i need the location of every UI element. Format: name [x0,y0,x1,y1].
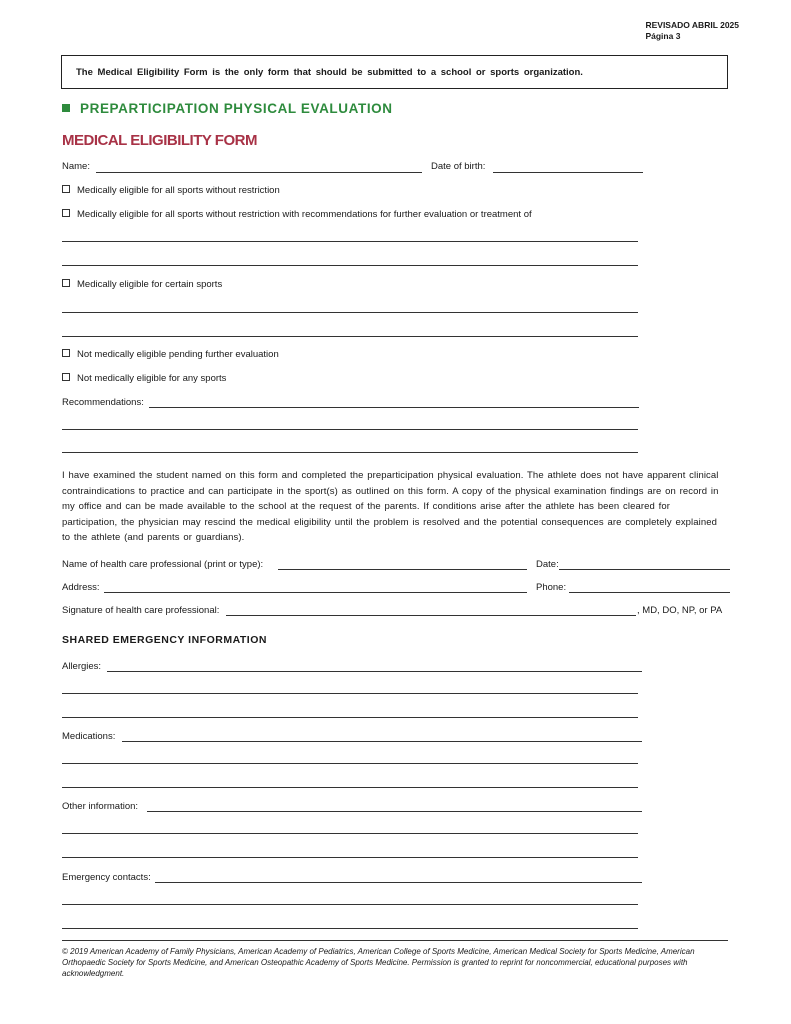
phone-label: Phone: [536,582,567,593]
emergency-contacts-line-3[interactable] [62,928,638,929]
revision-date: REVISADO ABRIL 2025 [645,20,739,30]
signature-label: Signature of health care professional: [62,605,220,616]
revision-header [645,20,739,42]
checkbox[interactable] [62,373,70,381]
allergies-line-3[interactable] [62,717,638,718]
allergies-field[interactable] [107,671,642,672]
other-info-line-3[interactable] [62,857,638,858]
dob-label: Date of birth: [431,161,486,172]
square-bullet-icon [62,104,70,112]
other-info-label: Other information: [62,801,139,812]
option-eligible-with-recommendations[interactable]: Medically eligible for all sports without restriction with recommendations for further evaluation or treatment of [62,209,532,220]
recommendations-line-2[interactable] [62,429,638,430]
allergies-line-2[interactable] [62,693,638,694]
checkbox[interactable] [62,209,70,217]
certain-sports-line-1[interactable] [62,312,638,313]
option-eligible-certain-sports[interactable]: Medically eligible for certain sports [62,279,222,290]
name-field[interactable] [96,172,422,173]
recommendations-line-3[interactable] [62,452,638,453]
name-label: Name: [62,161,90,172]
signature-field[interactable] [226,615,636,616]
treatment-line-2[interactable] [62,265,638,266]
certain-sports-line-2[interactable] [62,336,638,337]
physician-statement: I have examined the student named on this form and completed the preparticipation physical evaluation. The athlete does not have apparent clinical contraindications to practice and can participate in the sport(s) as outlined on this form. A copy of the physical examination findings are on record in my office and can be made available to the school at the request of the parents. If conditions arise after the athlete has been cleared for participation, the physician may rescind the medical eligibility until the problem is resolved and the potential consequences are completely explained to the athlete (and parents or guardians). [62,470,719,543]
footer-divider [62,940,728,941]
notice-box: The Medical Eligibility Form is the only form that should be submitted to a school or sports organization. [61,55,728,89]
option-eligible-all[interactable]: Medically eligible for all sports without restriction [62,185,280,196]
medications-line-2[interactable] [62,763,638,764]
medications-line-3[interactable] [62,787,638,788]
address-field[interactable] [104,592,527,593]
other-info-field[interactable] [147,811,642,812]
medications-field[interactable] [122,741,642,742]
checkbox[interactable] [62,279,70,287]
emergency-contacts-field[interactable] [155,882,642,883]
page-number: Página 3 [645,31,681,41]
address-label: Address: [62,582,100,593]
option-not-eligible-any[interactable]: Not medically eligible for any sports [62,373,226,384]
form-title: MEDICAL ELIGIBILITY FORM [62,132,257,149]
other-info-line-2[interactable] [62,833,638,834]
emergency-contacts-line-2[interactable] [62,904,638,905]
emergency-contacts-label: Emergency contacts: [62,872,151,883]
hcp-name-label: Name of health care professional (print or type): [62,559,264,570]
recommendations-label: Recommendations: [62,397,144,408]
credentials-label: , MD, DO, NP, or PA [637,605,723,616]
date-label: Date: [536,559,559,570]
allergies-label: Allergies: [62,661,102,672]
section-title [62,101,393,116]
option-not-eligible-pending[interactable]: Not medically eligible pending further evaluation [62,349,279,360]
phone-field[interactable] [569,592,730,593]
checkbox[interactable] [62,185,70,193]
medications-label: Medications: [62,731,116,742]
copyright-footer: © 2019 American Academy of Family Physicians, American Academy of Pediatrics, American College of Sports Medicine, American Medical Society for Sports Medicine, American Orthopaedic Society for Sports Medicine, and American Osteopathic Academy of Sports Medicine. Permission is granted to reprint for noncommercial, educational purposes with acknowledgment. [62,947,695,978]
recommendations-field[interactable] [149,407,639,408]
checkbox[interactable] [62,349,70,357]
section-title-text: PREPARTICIPATION PHYSICAL EVALUATION [80,101,393,116]
shared-emergency-heading: SHARED EMERGENCY INFORMATION [62,634,267,646]
dob-field[interactable] [493,172,643,173]
treatment-line-1[interactable] [62,241,638,242]
hcp-name-field[interactable] [278,569,527,570]
date-field[interactable] [559,569,730,570]
